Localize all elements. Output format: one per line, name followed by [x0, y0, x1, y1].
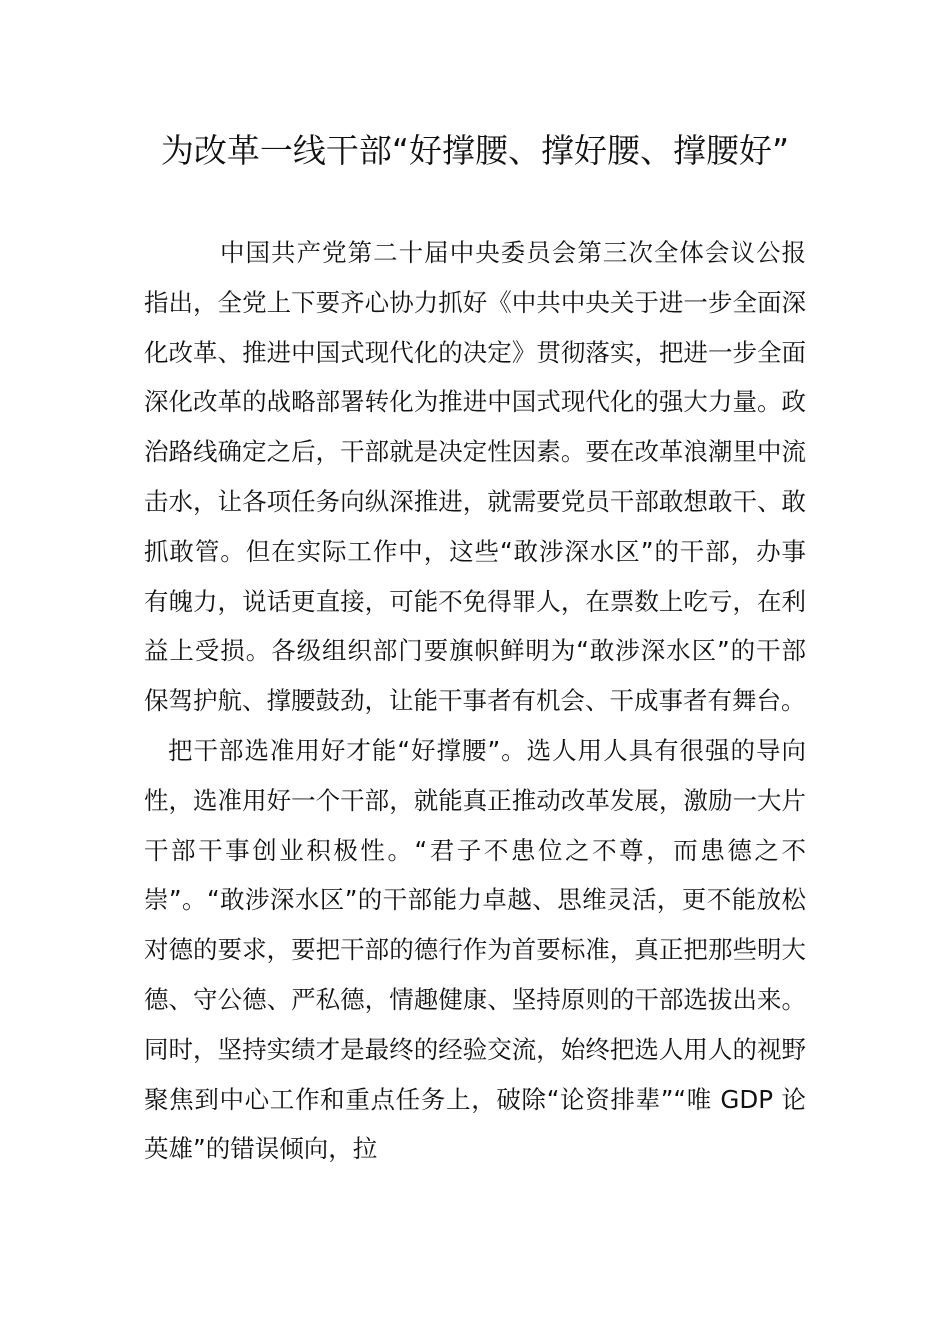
document-title: 为改革一线干部“好撑腰、撑好腰、撑腰好”	[160, 131, 790, 170]
paragraph-2: 把干部选准用好才能“好撑腰”。选人用人具有很强的导向性，选准用好一个干部，就能真正推动改革发展，激励一大片干部干事创业积极性。“君子不患位之不尊，而患德之不崇”。“敢涉深水区”的干部能力卓越、思维灵活，更不能放松对德的要求，要把干部的德行作为首要标准，真正把那些明大德、守公德、严私德，情趣健康、坚持原则的干部选拔出来。同时，坚持实绩才是最终的经验交流，始终把选人用人的视野聚焦到中心工作和重点任务上，破除“论资排辈”“唯 GDP 论英雄”的错误倾向，拉	[144, 735, 806, 1164]
paragraph-1: 中国共产党第二十届中央委员会第三次全体会议公报指出，全党上下要齐心协力抓好《中共中央关于进一步全面深化改革、推进中国式现代化的决定》贯彻落实，把进一步全面深化改革的战略部署转化为推进中国式现代化的强大力量。政治路线确定之后，干部就是决定性因素。要在改革浪潮里中流击水，让各项任务向纵深推进，就需要党员干部敢想敢干、敢抓敢管。但在实际工作中，这些“敢涉深水区”的干部，办事有魄力，说话更直接，可能不免得罪人，在票数上吃亏，在利益上受损。各级组织部门要旗帜鲜明为“敢涉深水区”的干部保驾护航、撑腰鼓劲，让能干事者有机会、干成事者有舞台。	[144, 238, 806, 716]
document-body	[144, 228, 806, 1174]
